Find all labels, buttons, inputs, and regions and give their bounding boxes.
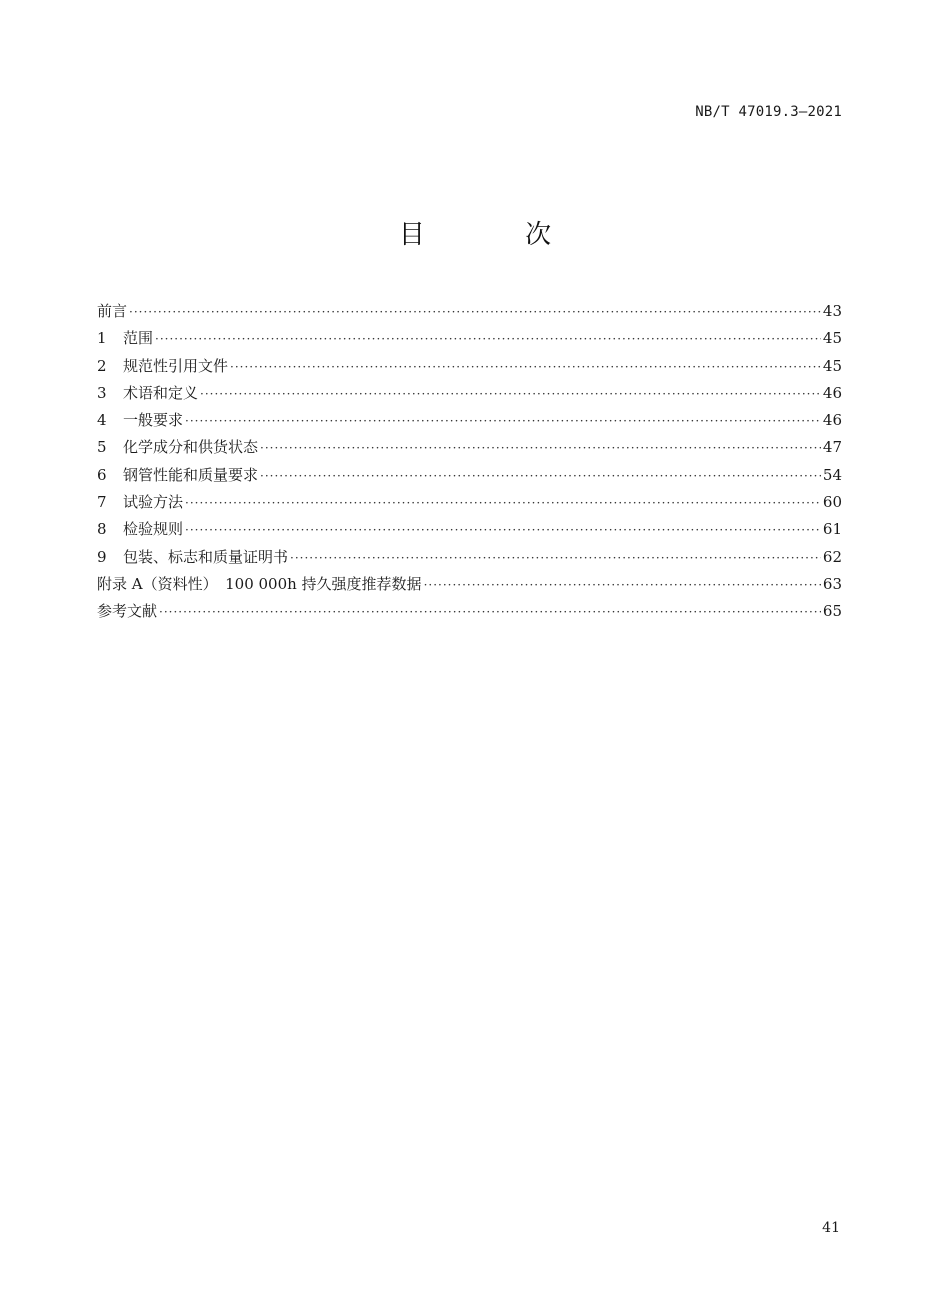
toc-item-number: 3 [97,383,107,402]
toc-item-number: 8 [97,520,107,539]
toc-item-label: 规范性引用文件 [123,356,229,375]
toc-leader-dots [185,517,821,544]
toc-item-label: 参考文献 [97,602,158,621]
standard-code: NB/T 47019.3—2021 [695,104,842,120]
toc-item-label: 包装、标志和质量证明书 [123,547,289,566]
toc-item-pipe-performance[interactable] [97,462,842,489]
toc-item-label: 范围 [123,329,154,348]
toc-item-page: 43 [822,302,842,320]
toc-item-general-requirements[interactable] [97,407,842,434]
toc-item-page: 46 [822,411,842,430]
toc-item-page: 46 [822,383,842,402]
toc-item-page: 63 [822,574,842,593]
toc-item-label: 附录 A（资料性） 100 000h 持久强度推荐数据 [97,574,422,593]
toc-item-number: 4 [97,411,107,430]
toc-leader-dots [159,599,821,626]
toc-item-number: 9 [97,547,107,566]
toc-item-number: 2 [97,356,107,375]
toc-item-label: 检验规则 [123,520,184,539]
toc-item-label: 化学成分和供货状态 [123,438,259,457]
toc-item-chemical-composition[interactable] [97,434,842,461]
toc-item-page: 62 [822,547,842,566]
toc-item-page: 61 [822,520,842,539]
toc-leader-dots [185,408,821,435]
toc-item-page: 54 [822,465,842,484]
toc-leader-dots [129,299,821,326]
toc-item-page: 47 [822,438,842,457]
toc-item-label: 试验方法 [123,493,184,512]
toc-leader-dots [200,381,821,408]
toc-item-foreword[interactable] [97,298,842,325]
toc-leader-dots [290,545,821,572]
toc-item-number: 5 [97,438,107,457]
toc-leader-dots [155,326,821,353]
toc-title: 目 次 [398,220,598,250]
toc-item-label: 术语和定义 [123,383,199,402]
toc-item-packaging-marking[interactable] [97,544,842,571]
toc-item-normative-references[interactable] [97,353,842,380]
toc-item-page: 65 [822,602,842,621]
toc-item-label: 钢管性能和质量要求 [123,465,259,484]
toc-item-number: 6 [97,465,107,484]
toc-item-number: 7 [97,493,107,512]
toc-item-page: 60 [822,493,842,512]
toc-leader-dots [424,572,821,599]
toc-item-page: 45 [822,356,842,375]
toc-item-appendix-a[interactable] [97,571,842,598]
toc-item-terms-definitions[interactable] [97,380,842,407]
toc-item-test-methods[interactable] [97,489,842,516]
toc-leader-dots [230,354,821,381]
table-of-contents [97,298,842,626]
toc-item-scope[interactable] [97,325,842,352]
toc-item-inspection-rules[interactable] [97,516,842,543]
toc-leader-dots [260,463,821,490]
toc-item-number: 1 [97,329,107,348]
toc-item-page: 45 [822,329,842,348]
toc-leader-dots [185,490,821,517]
page-number: 41 [822,1220,840,1236]
toc-item-bibliography[interactable] [97,598,842,625]
toc-leader-dots [260,435,821,462]
toc-item-label: 前言 [97,302,128,320]
toc-item-label: 一般要求 [123,411,184,430]
